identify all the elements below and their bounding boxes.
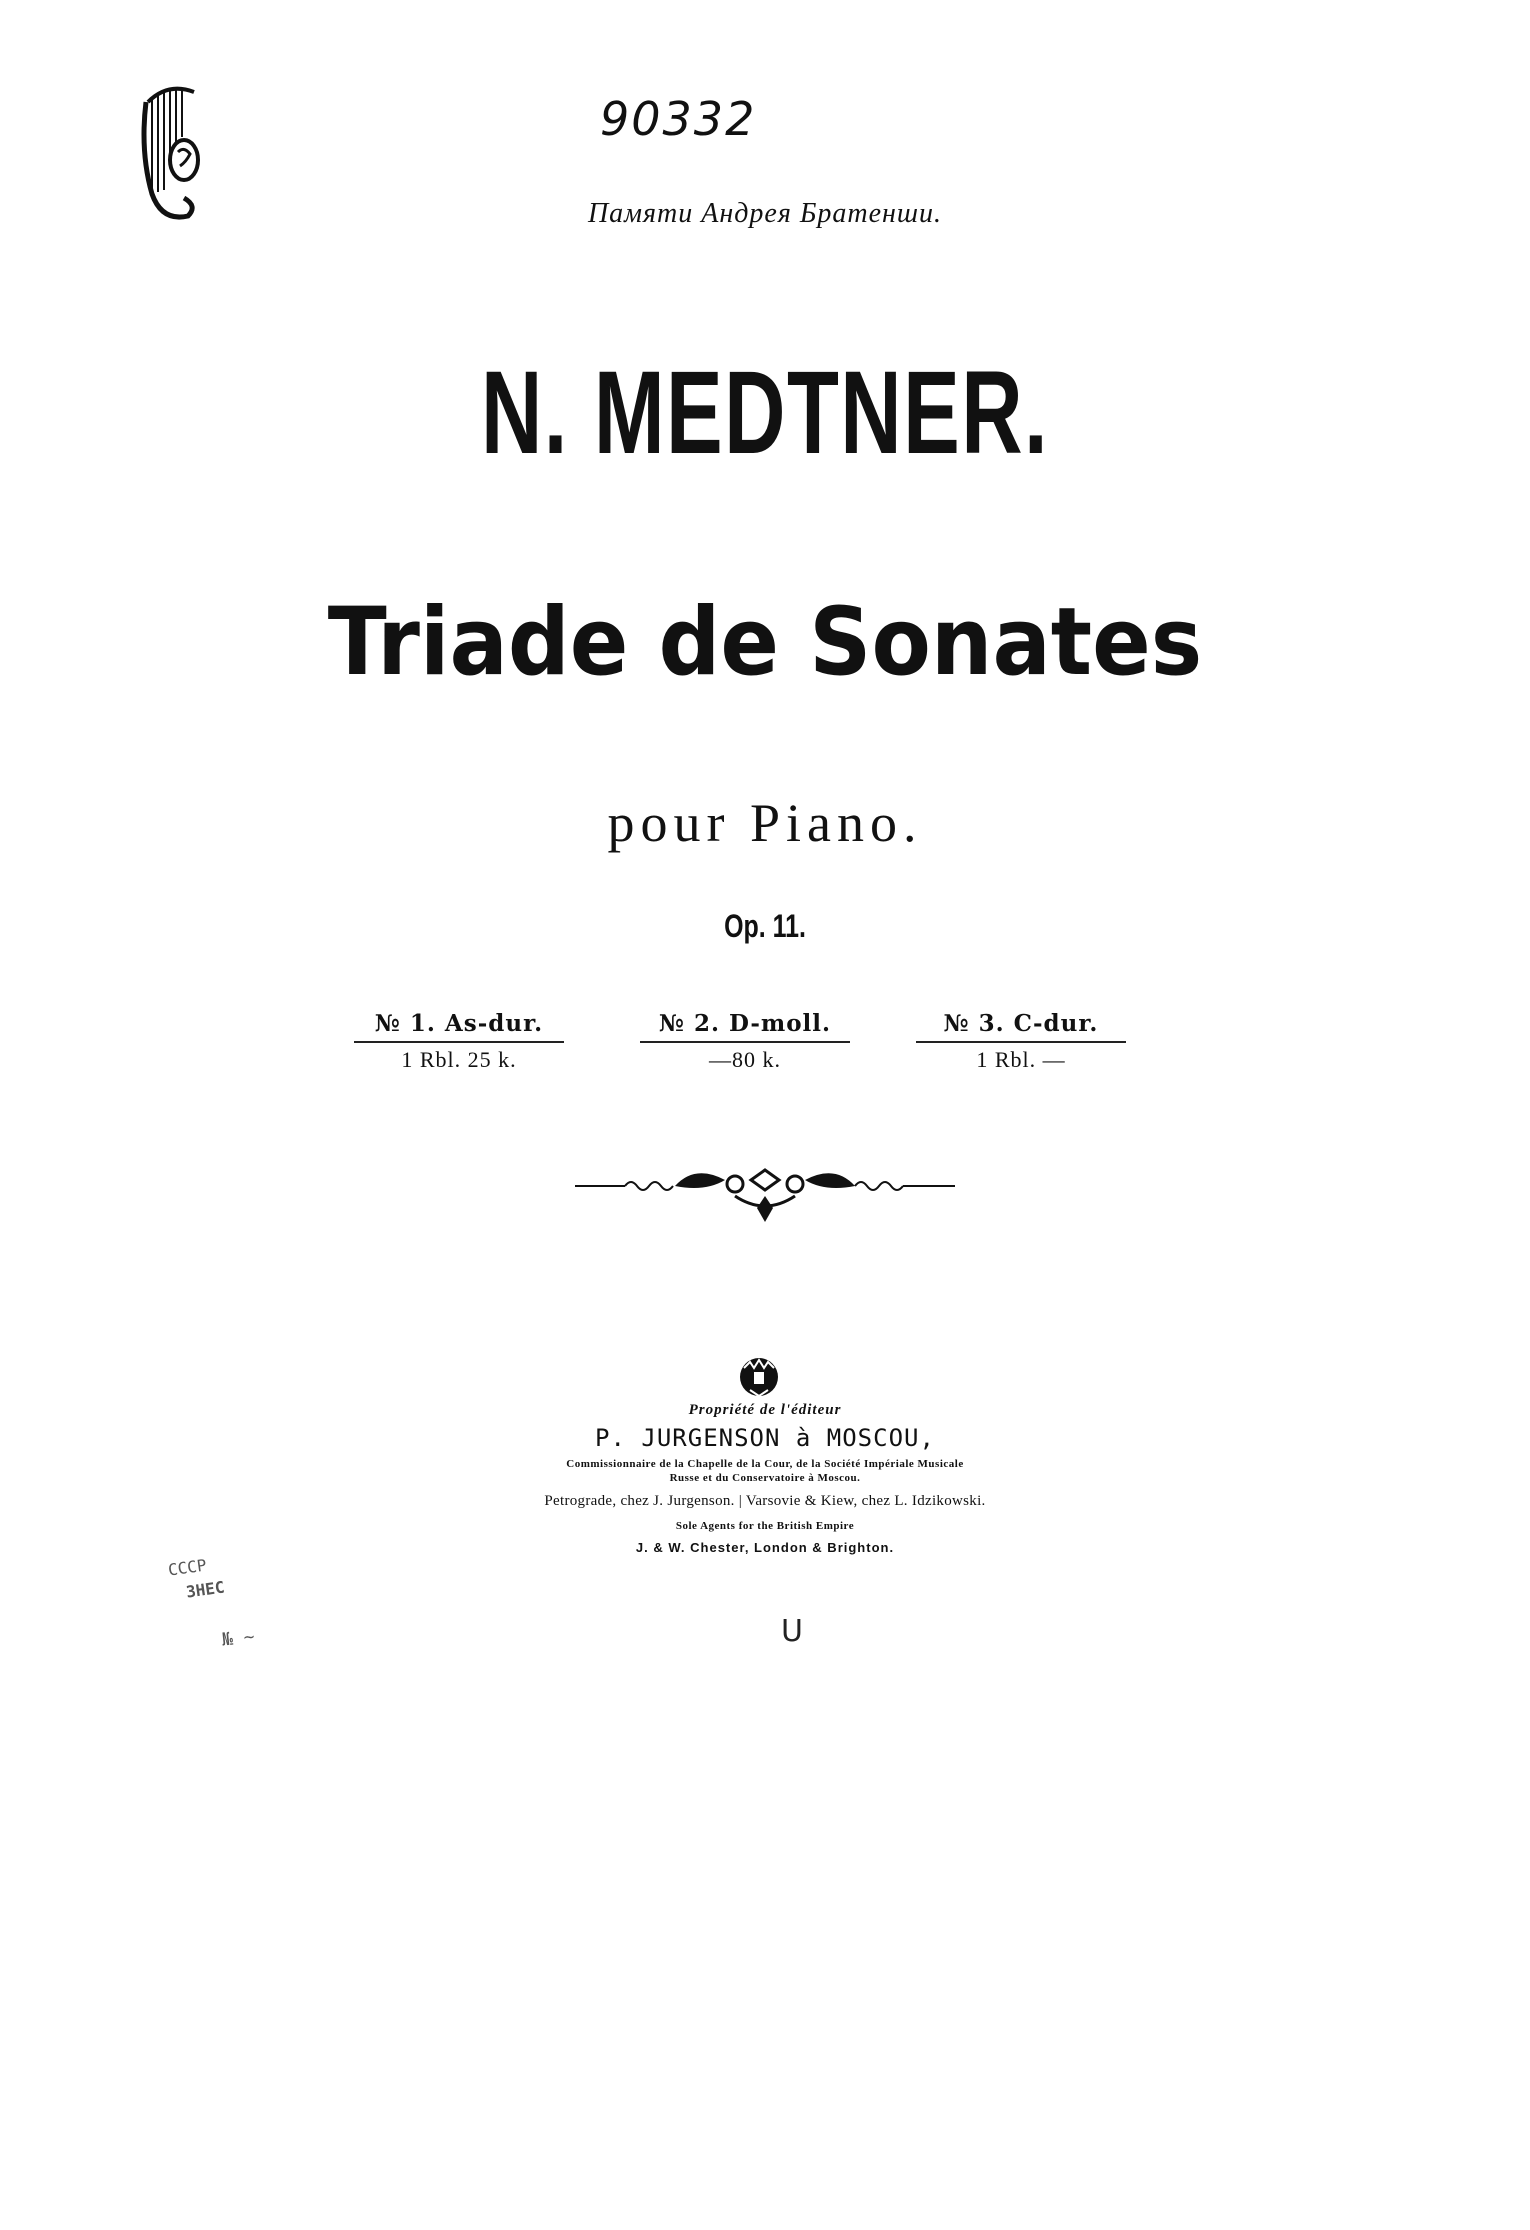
commission-line: Russe et du Conservatoire à Moscou. — [669, 1472, 861, 1484]
page-mark: U — [781, 1614, 803, 1649]
opus-number: Op. 11. — [724, 908, 806, 944]
library-stamp: ЗНЕС — [184, 1577, 226, 1602]
sonata-entry-3 — [916, 1010, 1126, 1073]
sonata-entry-2 — [640, 1010, 850, 1073]
library-stamp: СССР — [166, 1555, 208, 1580]
double-headed-eagle-icon — [736, 1354, 782, 1400]
sonata-title: № 3. C-dur. — [916, 1010, 1126, 1043]
agents-name: J. & W. Chester, London & Brighton. — [635, 1540, 895, 1555]
ornament-flourish-icon — [565, 1162, 965, 1228]
library-stamp: № ~ — [220, 1626, 256, 1651]
dedication: Памяти Андрея Братенши. — [587, 198, 943, 229]
agents-label: Sole Agents for the British Empire — [675, 1520, 855, 1532]
publisher-name: P. JURGENSON à MOSCOU, — [595, 1424, 935, 1452]
ownership-notice: Propriété de l'éditeur — [688, 1402, 842, 1418]
sonata-title: № 2. D-moll. — [640, 1010, 850, 1043]
composer-name: N. MEDTNER. — [480, 347, 1050, 479]
instrumentation-subtitle: pour Piano. — [607, 793, 923, 853]
sonata-title: № 1. As-dur. — [354, 1010, 564, 1043]
sonata-entry-1 — [354, 1010, 564, 1073]
sonata-price: 1 Rbl. — — [976, 1047, 1066, 1072]
work-title: Triade de Sonates — [327, 588, 1203, 697]
catalog-number: 90332 — [600, 92, 757, 146]
branches-line: Petrograde, chez J. Jurgenson. | Varsovie & Kiew, chez L. Idzikowski. — [544, 1493, 986, 1509]
commission-line: Commissionnaire de la Chapelle de la Cour, de la Société Impériale Musicale — [566, 1458, 964, 1470]
sonata-price: 1 Rbl. 25 k. — [401, 1047, 517, 1072]
sonata-price: —80 k. — [709, 1047, 781, 1072]
